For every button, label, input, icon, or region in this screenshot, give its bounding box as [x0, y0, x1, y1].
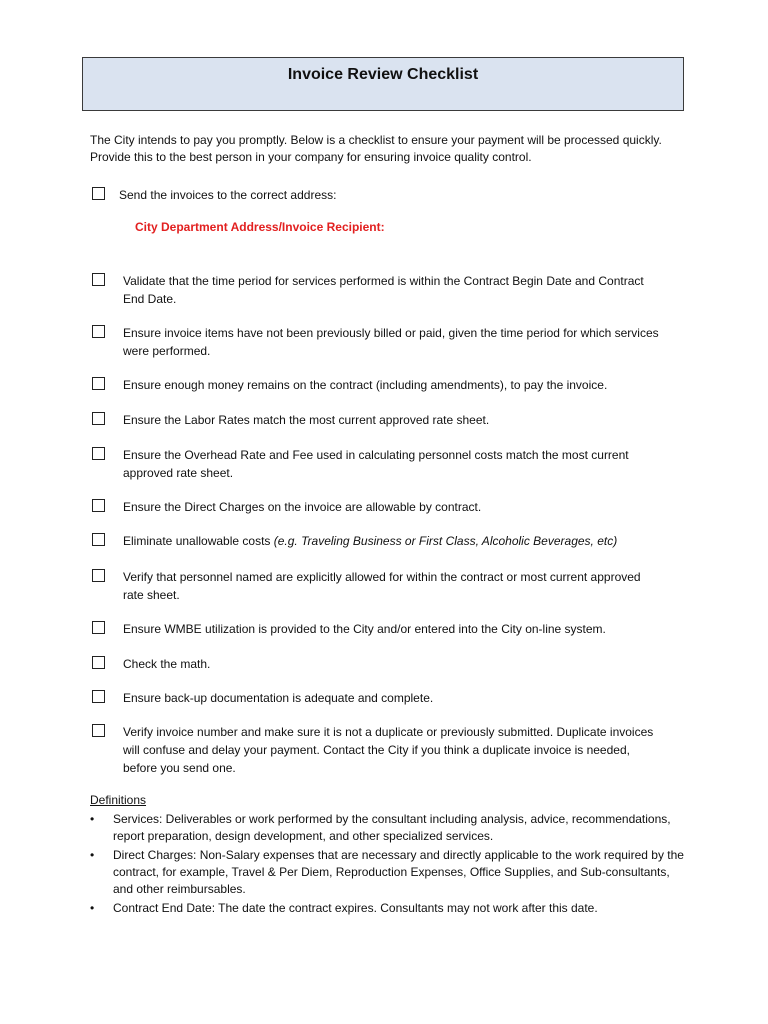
bullet: •: [90, 812, 95, 826]
checkbox[interactable]: [92, 569, 105, 582]
checklist-item-text: Ensure the Labor Rates match the most current approved rate sheet.: [123, 413, 490, 427]
bullet: •: [90, 901, 95, 915]
checklist-item-text: Verify invoice number and make sure it is not a duplicate or previously submitted. Duplicate invoices will confuse and delay your payment. Contact the City if you think a duplicate invoice is needed, before you send one.: [123, 725, 654, 775]
definition-text: Contract End Date: The date the contract expires. Consultants may not work after this date.: [113, 901, 598, 915]
checkbox[interactable]: [92, 412, 105, 425]
definition-text: Services: Deliverables or work performed by the consultant including analysis, advice, recommendations, report preparation, design development, and other specialized services.: [113, 812, 671, 843]
checklist-item-text: Ensure enough money remains on the contract (including amendments), to pay the invoice.: [123, 378, 608, 392]
checkbox[interactable]: [92, 325, 105, 338]
checkbox[interactable]: [92, 690, 105, 703]
title-box: [82, 57, 684, 111]
checkbox[interactable]: [92, 377, 105, 390]
checklist-item-text: Check the math.: [123, 657, 211, 671]
intro-paragraph: The City intends to pay you promptly. Below is a checklist to ensure your payment will be processed quickly. Provide this to the best person in your company for ensuring invoice quality control.: [90, 133, 662, 164]
checklist-item-text: Send the invoices to the correct address:: [119, 188, 337, 202]
definitions-heading: Definitions: [90, 793, 147, 807]
bullet: •: [90, 848, 95, 862]
checklist-item-text: Ensure the Direct Charges on the invoice are allowable by contract.: [123, 500, 482, 514]
checkbox[interactable]: [92, 187, 105, 200]
checkbox[interactable]: [92, 533, 105, 546]
checkbox[interactable]: [92, 499, 105, 512]
page-title: Invoice Review Checklist: [287, 66, 479, 83]
checklist-item-text: Ensure WMBE utilization is provided to the City and/or entered into the City on-line system.: [123, 622, 606, 636]
checkbox[interactable]: [92, 447, 105, 460]
checkbox[interactable]: [92, 621, 105, 634]
recipient-label: City Department Address/Invoice Recipient:: [135, 220, 385, 234]
checklist-item-main: Eliminate unallowable costs: [123, 534, 274, 548]
checkbox[interactable]: [92, 273, 105, 286]
definition-text: Direct Charges: Non-Salary expenses that are necessary and directly applicable to the work required by the contract, for example, Travel & Per Diem, Reproduction Expenses, Office Supplies, and Sub-consultants, and other reimbursables.: [113, 848, 684, 896]
checklist-item-text: Ensure back-up documentation is adequate and complete.: [123, 691, 434, 705]
checklist-item-text: Ensure the Overhead Rate and Fee used in calculating personnel costs match the most current approved rate sheet.: [123, 448, 629, 480]
checklist-item-text: Ensure invoice items have not been previously billed or paid, given the time period for which services were performed.: [123, 326, 659, 358]
checklist-item-text: [123, 532, 663, 550]
checklist-item-text: Validate that the time period for services performed is within the Contract Begin Date and Contract End Date.: [123, 274, 644, 306]
checkbox[interactable]: [92, 724, 105, 737]
checklist-item-text: Verify that personnel named are explicitly allowed for within the contract or most current approved rate sheet.: [123, 570, 641, 602]
checklist-item-example: (e.g. Traveling Business or First Class, Alcoholic Beverages, etc): [273, 534, 618, 548]
checkbox[interactable]: [92, 656, 105, 669]
